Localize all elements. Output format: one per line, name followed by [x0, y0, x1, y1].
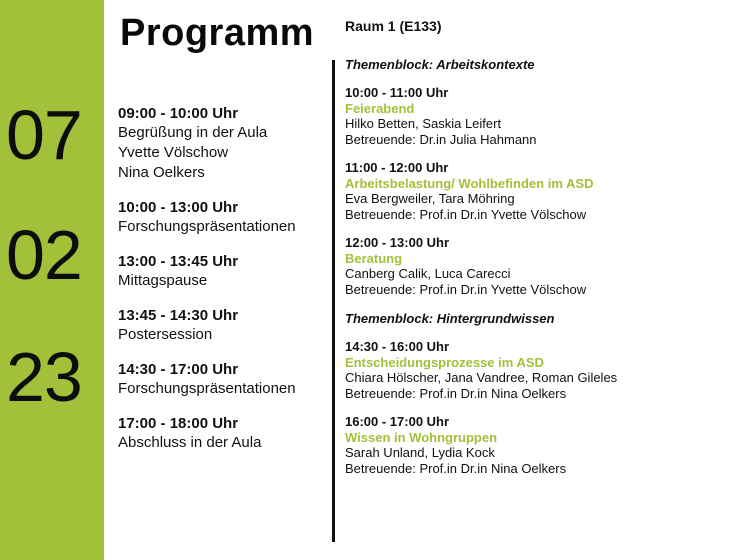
- session-supervisor: Betreuende: Prof.in Dr.in Nina Oelkers: [345, 461, 567, 476]
- slot-text: Begrüßung in der Aula: [118, 124, 268, 141]
- session-supervisor: Betreuende: Prof.in Dr.in Yvette Völschow: [345, 207, 587, 222]
- slot-time: 09:00 - 10:00 Uhr: [118, 105, 239, 122]
- session: [345, 235, 740, 298]
- session-topic: Entscheidungsprozesse im ASD: [345, 355, 544, 370]
- session-time: 10:00 - 11:00 Uhr: [345, 85, 449, 100]
- date-year: 23: [6, 338, 82, 416]
- block-title: Themenblock: Hintergrundwissen: [345, 311, 555, 326]
- slot-text: Forschungspräsentationen: [118, 380, 296, 397]
- session: [345, 85, 740, 148]
- slot-text: Yvette Völschow: [118, 144, 229, 161]
- page-title: Programm: [120, 12, 315, 54]
- schedule-slot: [118, 306, 328, 345]
- schedule-slot: [118, 104, 328, 183]
- slot-time: 13:00 - 13:45 Uhr: [118, 253, 239, 270]
- slot-text: Mittagspause: [118, 272, 208, 289]
- session-time: 14:30 - 16:00 Uhr: [345, 339, 450, 354]
- schedule-slot: [118, 414, 328, 453]
- block-title: Themenblock: Arbeitskontexte: [345, 57, 535, 72]
- session-supervisor: Betreuende: Dr.in Julia Hahmann: [345, 132, 537, 147]
- session-presenters: Canberg Calik, Luca Carecci: [345, 266, 511, 281]
- session-time: 16:00 - 17:00 Uhr: [345, 414, 450, 429]
- session-topic: Beratung: [345, 251, 403, 266]
- slot-time: 13:45 - 14:30 Uhr: [118, 307, 239, 324]
- session-presenters: Eva Bergweiler, Tara Möhring: [345, 191, 515, 206]
- session: [345, 339, 740, 402]
- session-presenters: Sarah Unland, Lydia Kock: [345, 445, 495, 460]
- slot-text: Abschluss in der Aula: [118, 434, 262, 451]
- slot-text: Forschungspräsentationen: [118, 218, 296, 235]
- session-presenters: Chiara Hölscher, Jana Vandree, Roman Gileles: [345, 370, 618, 385]
- schedule-slot: [118, 360, 328, 399]
- session-time: 11:00 - 12:00 Uhr: [345, 160, 449, 175]
- day-schedule: [118, 104, 328, 468]
- schedule-slot: [118, 198, 328, 237]
- date-day: 07: [6, 96, 82, 174]
- slot-time: 17:00 - 18:00 Uhr: [118, 415, 239, 432]
- slot-time: 14:30 - 17:00 Uhr: [118, 361, 239, 378]
- session-topic: Wissen in Wohngruppen: [345, 430, 498, 445]
- session-supervisor: Betreuende: Prof.in Dr.in Yvette Völschow: [345, 282, 587, 297]
- room-program: [345, 56, 740, 489]
- slot-time: 10:00 - 13:00 Uhr: [118, 199, 239, 216]
- session-topic: Arbeitsbelastung/ Wohlbefinden im ASD: [345, 176, 594, 191]
- room-title: Raum 1 (E133): [345, 18, 442, 34]
- session: [345, 414, 740, 477]
- schedule-slot: [118, 252, 328, 291]
- session-supervisor: Betreuende: Prof.in Dr.in Nina Oelkers: [345, 386, 567, 401]
- date-month: 02: [6, 216, 82, 294]
- slot-text: Postersession: [118, 326, 213, 343]
- session-time: 12:00 - 13:00 Uhr: [345, 235, 450, 250]
- slot-text: Nina Oelkers: [118, 164, 205, 181]
- session: [345, 160, 740, 223]
- column-divider: [332, 60, 335, 542]
- session-presenters: Hilko Betten, Saskia Leifert: [345, 116, 502, 131]
- session-topic: Feierabend: [345, 101, 415, 116]
